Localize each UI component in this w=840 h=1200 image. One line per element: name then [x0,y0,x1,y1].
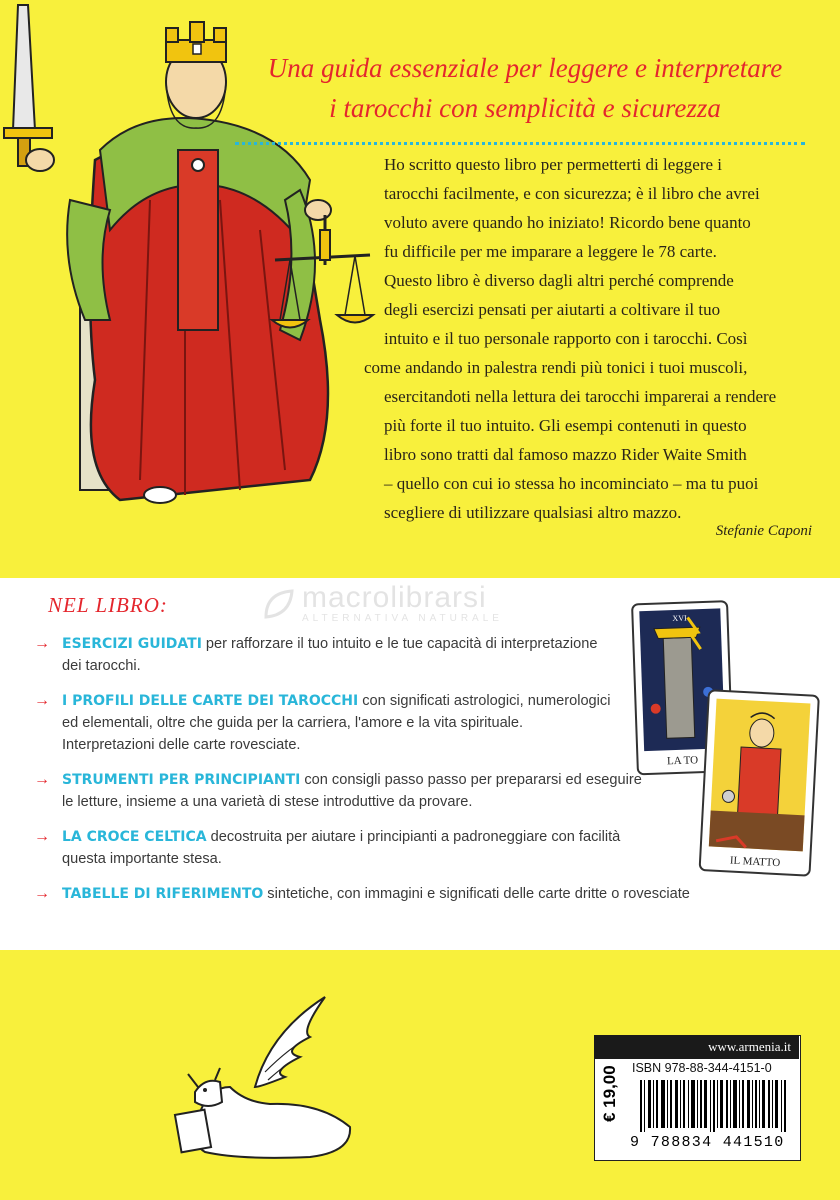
isbn-text: ISBN 978-88-344-4151-0 [632,1061,772,1075]
arrow-right-icon: → [34,692,50,709]
tagline-line-2: i tarocchi con semplicità e sicurezza [329,93,721,123]
feature-item [34,633,734,677]
barcode-digits: 9 788834 441510 [630,1134,785,1151]
tagline [225,48,825,128]
nel-libro-heading: NEL LIBRO: [48,593,168,617]
features-list [34,633,734,918]
dotted-divider [235,142,805,145]
tower-card-title: LA TO [666,754,699,768]
intro-line: fu difficile per me imparare a leggere le 78 carte. [384,242,717,261]
feature-title: ESERCIZI GUIDATI [62,636,202,652]
feature-text: decostruita per aiutare i principianti a padroneggiare con facilità [210,829,621,845]
intro-line: libro sono tratti dal famoso mazzo Rider Waite Smith [384,445,747,464]
fool-card [700,690,819,876]
intro-line: tarocchi facilmente, e con sicurezza; è il libro che avrei [384,184,760,203]
feature-text: le letture, insieme a una varietà di stese introduttive da provare. [62,794,473,810]
intro-line: Questo libro è diverso dagli altri perché comprende [384,271,734,290]
feature-title: I PROFILI DELLE CARTE DEI TAROCCHI [62,693,359,709]
intro-line: voluto avere quando ho iniziato! Ricordo bene quanto [384,213,751,232]
feature-text: sintetiche, con immagini e significati delle carte dritte o rovesciate [267,886,690,902]
feature-text: con consigli passo passo per prepararsi ed eseguire [304,772,642,788]
feature-text: Interpretazioni delle carte rovesciate. [62,737,301,753]
feature-item [34,826,734,870]
feature-title: LA CROCE CELTICA [62,829,207,845]
feature-title: STRUMENTI PER PRINCIPIANTI [62,772,301,788]
intro-line: intuito e il tuo personale rapporto con i tarocchi. Così [384,329,748,348]
arrow-right-icon: → [34,771,50,788]
fool-card-title: IL MATTO [729,854,781,870]
feature-text: dei tarocchi. [62,658,141,674]
intro-line: scegliere di utilizzare qualsiasi altro mazzo. [384,503,682,522]
arrow-right-icon: → [34,828,50,845]
intro-text [300,150,820,527]
feature-text: con significati astrologici, numerologici [362,693,611,709]
leaf-icon [262,587,296,621]
feature-text: questa importante stesa. [62,851,222,867]
barcode-bars [640,1080,790,1132]
watermark-sub: ALTERNATIVA NATURALE [302,613,503,624]
feature-text: per rafforzare il tuo intuito e le tue capacità di interpretazione [205,636,598,652]
tarot-cards-image [630,598,830,878]
tower-card-number: XVI [672,613,687,624]
price: € 19,00 [600,1065,619,1122]
tagline-line-1: Una guida essenziale per leggere e interpretare [267,53,783,83]
intro-line: più forte il tuo intuito. Gli esempi contenuti in questo [384,416,747,435]
feature-item [34,690,734,756]
intro-line: – quello con cui io stessa ho incominciato – ma tu puoi [384,474,759,493]
author-signature: Stefanie Caponi [715,523,812,539]
publisher-url: www.armenia.it [594,1035,799,1059]
arrow-right-icon: → [34,635,50,652]
intro-line: come andando in palestra rendi più tonici i tuoi muscoli, [364,358,748,377]
watermark-name: macrolibrarsi [302,581,487,614]
watermark [262,583,503,624]
feature-item [34,769,734,813]
winged-ox-logo [160,992,360,1167]
arrow-right-icon: → [34,885,50,902]
intro-line: degli esercizi pensati per aiutarti a coltivare il tuo [384,300,721,319]
feature-title: TABELLE DI RIFERIMENTO [62,886,264,902]
feature-item [34,883,734,905]
intro-line: Ho scritto questo libro per permetterti di leggere i [384,155,723,174]
intro-line: esercitandoti nella lettura dei tarocchi imparerai a rendere [384,387,777,406]
feature-text: ed elementali, oltre che guida per la carriera, l'amore e la vita spirituale. [62,715,524,731]
